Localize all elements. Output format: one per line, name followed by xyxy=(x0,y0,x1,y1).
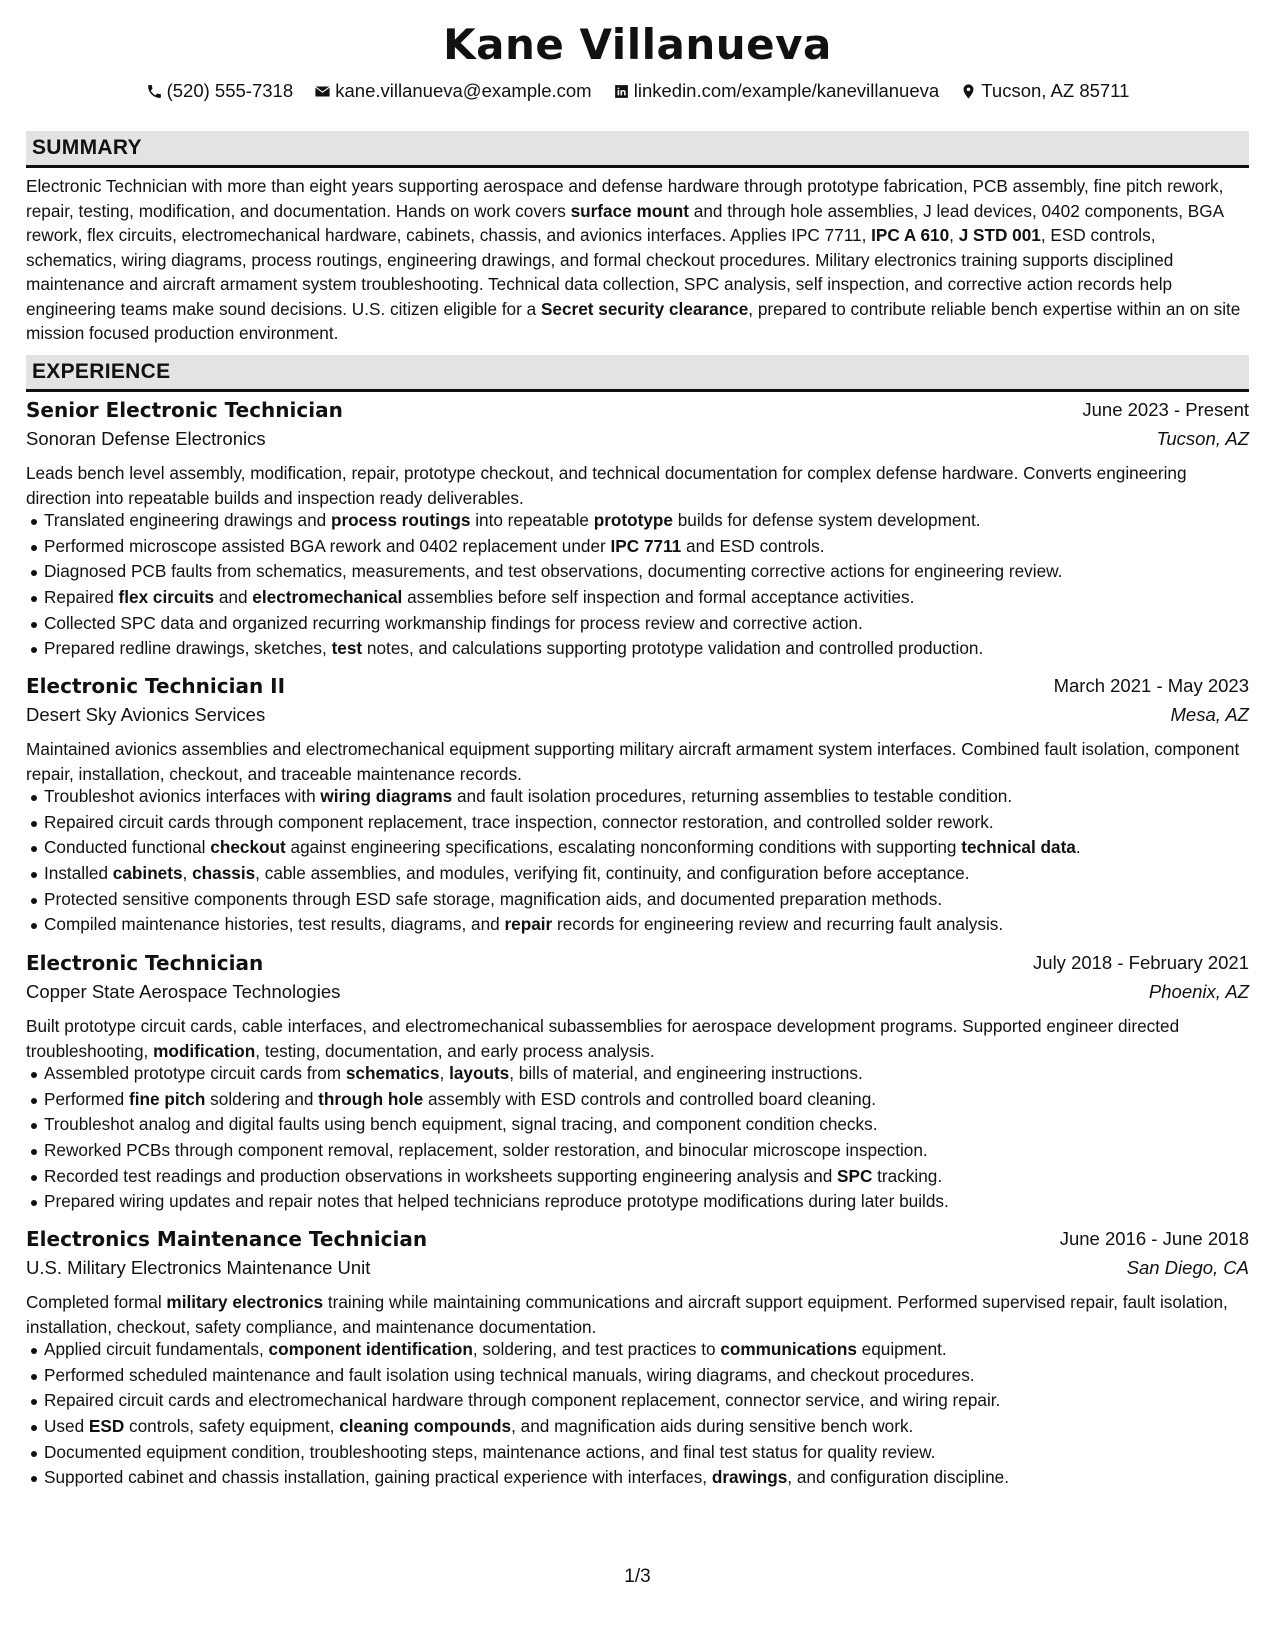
summary-heading: SUMMARY xyxy=(32,136,142,159)
job-header-row xyxy=(26,398,1249,428)
bullet-item: Assembled prototype circuit cards from schematics, layouts, bills of material, and engineering instructions. xyxy=(44,1061,1267,1087)
job-location: Tucson, AZ xyxy=(1156,428,1249,449)
job-company: U.S. Military Electronics Maintenance Unit xyxy=(26,1257,371,1278)
map-pin-icon xyxy=(960,83,977,100)
job-dates: June 2023 - Present xyxy=(1082,399,1249,420)
bullet-item: Diagnosed PCB faults from schematics, measurements, and test observations, documenting corrective actions for engineering review. xyxy=(44,559,1267,585)
summary-section-header xyxy=(26,131,1249,168)
bullet-item: Reworked PCBs through component removal, replacement, solder restoration, and binocular microscope inspection. xyxy=(44,1138,1267,1164)
job-company: Sonoran Defense Electronics xyxy=(26,428,266,449)
job-description: Leads bench level assembly, modification, repair, prototype checkout, and technical documentation for complex defense hardware. Converts engineering direction into repeatable builds and inspection ready deliverables. xyxy=(26,463,1187,508)
job-bullets xyxy=(26,784,1267,938)
envelope-icon xyxy=(314,83,331,100)
job-location: San Diego, CA xyxy=(1126,1257,1249,1278)
contact-phone xyxy=(146,80,294,102)
job-header-row xyxy=(26,1227,1249,1257)
candidate-name: Kane Villanueva xyxy=(443,20,832,69)
bullet-item: Protected sensitive components through ESD safe storage, magnification aids, and documented preparation methods. xyxy=(44,887,1267,913)
job-title: Senior Electronic Technician xyxy=(26,398,343,422)
job-company-row xyxy=(26,428,1249,458)
bullet-item: Compiled maintenance histories, test results, diagrams, and repair records for engineering review and recurring fault analysis. xyxy=(44,912,1267,938)
bullet-item: Documented equipment condition, troubleshooting steps, maintenance actions, and final test status for quality review. xyxy=(44,1440,1267,1466)
bullet-item: Translated engineering drawings and process routings into repeatable prototype builds for defense system development. xyxy=(44,508,1267,534)
job-company: Desert Sky Avionics Services xyxy=(26,704,266,725)
bullet-item: Prepared redline drawings, sketches, test notes, and calculations supporting prototype validation and controlled production. xyxy=(44,636,1267,662)
phone-icon xyxy=(146,83,163,100)
bullet-item: Supported cabinet and chassis installation, gaining practical experience with interfaces, drawings, and configuration discipline. xyxy=(44,1465,1267,1491)
linkedin-icon xyxy=(613,83,630,100)
bullet-item: Used ESD controls, safety equipment, cleaning compounds, and magnification aids during sensitive bench work. xyxy=(44,1414,1267,1440)
bullet-item: Conducted functional checkout against engineering specifications, escalating nonconforming conditions with supporting technical data. xyxy=(44,835,1267,861)
bullet-item: Prepared wiring updates and repair notes that helped technicians reproduce prototype modifications during later builds. xyxy=(44,1189,1267,1215)
job-header-row xyxy=(26,674,1249,704)
bullet-item: Troubleshot analog and digital faults using bench equipment, signal tracing, and component condition checks. xyxy=(44,1112,1267,1138)
job-company: Copper State Aerospace Technologies xyxy=(26,981,341,1002)
bullet-item: Recorded test readings and production observations in worksheets supporting engineering analysis and SPC tracking. xyxy=(44,1164,1267,1190)
contact-location xyxy=(960,80,1129,102)
bullet-item: Repaired circuit cards and electromechanical hardware through component replacement, connector service, and wiring repair. xyxy=(44,1388,1267,1414)
bullet-item: Performed fine pitch soldering and through hole assembly with ESD controls and controlled board cleaning. xyxy=(44,1087,1267,1113)
bullet-item: Collected SPC data and organized recurring workmanship findings for process review and corrective action. xyxy=(44,611,1267,637)
job-bullets xyxy=(26,508,1267,662)
contact-email[interactable] xyxy=(314,80,591,102)
job-location: Mesa, AZ xyxy=(1170,704,1249,725)
contact-linkedin[interactable] xyxy=(613,80,939,102)
job-dates: July 2018 - February 2021 xyxy=(1033,952,1249,973)
bullet-item: Installed cabinets, chassis, cable assemblies, and modules, verifying fit, continuity, and configuration before acceptance. xyxy=(44,861,1267,887)
bullet-item: Performed microscope assisted BGA rework and 0402 replacement under IPC 7711 and ESD controls. xyxy=(44,534,1267,560)
phone-text: (520) 555-7318 xyxy=(166,80,294,101)
location-text: Tucson, AZ 85711 xyxy=(981,80,1130,101)
bullet-item: Repaired circuit cards through component replacement, trace inspection, connector restoration, and controlled solder rework. xyxy=(44,810,1267,836)
resume-page xyxy=(26,0,1249,1650)
job-company-row xyxy=(26,704,1249,734)
job-company-row xyxy=(26,981,1249,1011)
summary-paragraph: Electronic Technician with more than eight years supporting aerospace and defense hardware through prototype fabrication, PCB assembly, fine pitch rework, repair, testing, modification, and documentation. Hands on work covers surface mount and through hole assemblies, J lead devices, 0402 components, BGA rework, flex circuits, electromechanical hardware, cabinets, chassis, and avionics interfaces. Applies IPC 7711, IPC A 610, J STD 001, ESD controls, schematics, wiring diagrams, process routings, engineering drawings, and formal checkout procedures. Military electronics training supports disciplined maintenance and aircraft armament system troubleshooting. Technical data collection, SPC analysis, self inspection, and corrective action records help engineering teams make sound decisions. U.S. citizen eligible for a Secret security clearance, prepared to contribute reliable bench expertise within an on site mission focused production environment. xyxy=(26,176,1241,343)
job-description: Built prototype circuit cards, cable interfaces, and electromechanical subassemblies for aerospace development programs. Supported engineer directed troubleshooting, modification, testing, documentation, and early process analysis. xyxy=(26,1016,1180,1061)
job-bullets xyxy=(26,1337,1267,1491)
job-bullets xyxy=(26,1061,1267,1215)
job-description: Completed formal military electronics training while maintaining communications and aircraft support equipment. Performed supervised repair, fault isolation, installation, checkout, safety compliance, and maintenance documentation. xyxy=(26,1292,1228,1337)
contact-bar xyxy=(26,80,1249,105)
linkedin-text[interactable]: linkedin.com/example/kanevillanueva xyxy=(633,80,940,101)
email-text[interactable]: kane.villanueva@example.com xyxy=(335,80,592,101)
job-dates: June 2016 - June 2018 xyxy=(1059,1228,1249,1249)
job-location: Phoenix, AZ xyxy=(1148,981,1249,1002)
bullet-item: Applied circuit fundamentals, component identification, soldering, and test practices to communications equipment. xyxy=(44,1337,1267,1363)
experience-heading: EXPERIENCE xyxy=(32,360,171,383)
bullet-item: Troubleshot avionics interfaces with wiring diagrams and fault isolation procedures, returning assemblies to testable condition. xyxy=(44,784,1267,810)
job-description: Maintained avionics assemblies and electromechanical equipment supporting military aircraft armament system interfaces. Combined fault isolation, component repair, installation, checkout, and traceable maintenance records. xyxy=(26,739,1240,784)
job-dates: March 2021 - May 2023 xyxy=(1053,675,1249,696)
page-number: 1/3 xyxy=(624,1566,651,1587)
bullet-item: Performed scheduled maintenance and fault isolation using technical manuals, wiring diagrams, and checkout procedures. xyxy=(44,1363,1267,1389)
experience-section-header xyxy=(26,355,1249,392)
job-title: Electronic Technician xyxy=(26,951,264,975)
job-title: Electronic Technician II xyxy=(26,674,286,698)
job-header-row xyxy=(26,951,1249,981)
bullet-item: Repaired flex circuits and electromechanical assemblies before self inspection and formal acceptance activities. xyxy=(44,585,1267,611)
job-title: Electronics Maintenance Technician xyxy=(26,1227,428,1251)
job-company-row xyxy=(26,1257,1249,1287)
